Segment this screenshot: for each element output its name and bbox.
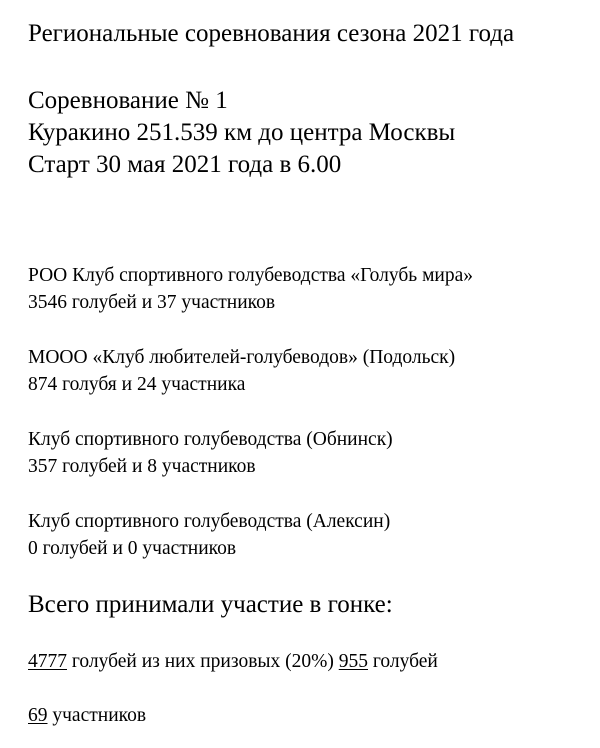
prize-suffix: голубей (368, 651, 438, 672)
competition-location: Куракино 251.539 км до центра Москвы (28, 119, 456, 146)
club-name: РОО Клуб спортивного голубеводства «Голубь мира» (28, 265, 474, 286)
competition-start: Старт 30 мая 2021 года в 6.00 (28, 151, 342, 178)
club-stats: 0 голубей и 0 участников (28, 538, 237, 559)
club-name: Клуб спортивного голубеводства (Алексин) (28, 511, 391, 532)
participants-text: участников (47, 705, 147, 726)
prize-pigeons-value: 955 (338, 651, 368, 672)
competition-number: Соревнование № 1 (28, 87, 228, 114)
club-stats: 357 голубей и 8 участников (28, 456, 256, 477)
summary-heading: Всего принимали участие в гонке: (28, 591, 393, 618)
total-participants-value: 69 (28, 705, 48, 726)
total-pigeons-value: 4777 (28, 651, 67, 672)
summary-pigeons-line (28, 651, 438, 673)
club-name: МООО «Клуб любителей-голубеводов» (Подольск) (28, 347, 456, 368)
pigeons-text: голубей из них призовых (20%) (67, 651, 339, 672)
club-stats: 874 голубя и 24 участника (28, 374, 246, 395)
club-name: Клуб спортивного голубеводства (Обнинск) (28, 429, 393, 450)
page-title: Региональные соревнования сезона 2021 года (28, 20, 515, 47)
summary-participants-line (28, 705, 146, 727)
club-stats: 3546 голубей и 37 участников (28, 292, 276, 313)
